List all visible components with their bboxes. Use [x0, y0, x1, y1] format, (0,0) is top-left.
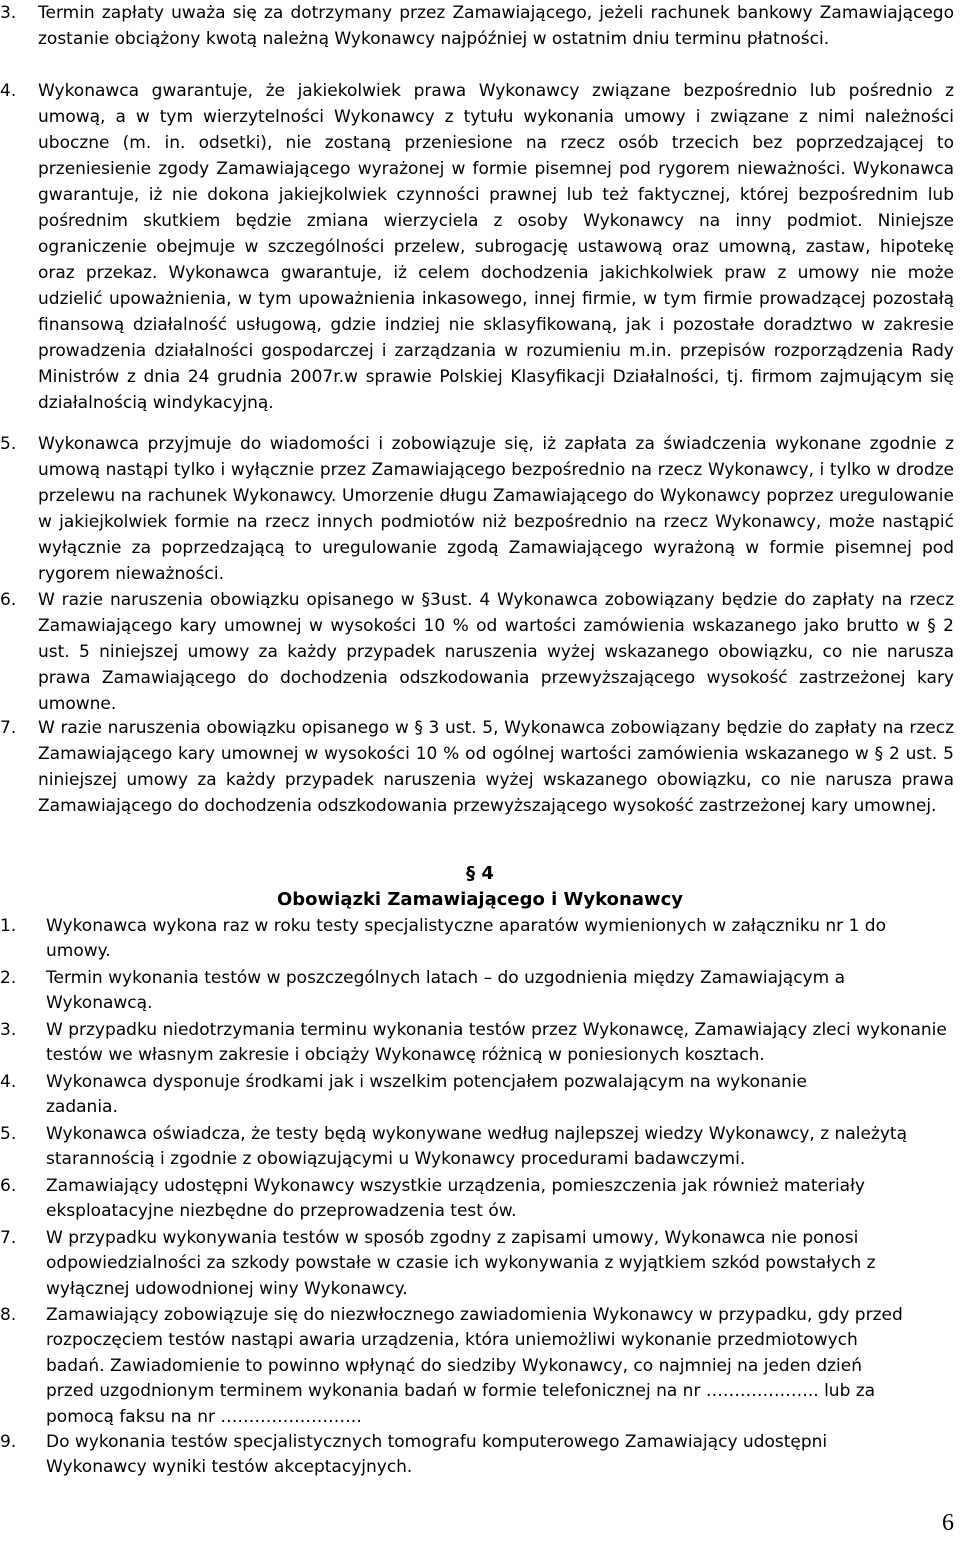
clause-item-5	[0, 431, 960, 587]
duty-text: W przypadku niedotrzymania terminu wykonania testów przez Wykonawcę, Zamawiający zleci wykonanie testów we własnym zakresie i obciąży Wykonawcę różnicą w poniesionych kosztach.	[46, 1020, 947, 1066]
clause-item-6	[0, 587, 960, 715]
duty-number: 2.	[0, 968, 17, 988]
duty-item-2	[0, 966, 960, 1018]
duty-number: 7.	[0, 1228, 17, 1248]
duty-number: 4.	[0, 1072, 17, 1092]
clause-text: W razie naruszenia obowiązku opisanego w §3ust. 4 Wykonawca zobowiązany będzie do zapłaty na rzecz Zamawiającego kary umownej w wysokości 10 % od wartości zamówienia wskazanego jako brutto w § 2 ust. 5 niniejszej umowy za każdy przypadek naruszenia wyżej wskazanego obowiązku, co nie narusza prawa Zamawiającego do dochodzenia odszkodowania przewyższającego wysokość zastrzeżonej kary umowne.	[38, 590, 954, 714]
duty-item-9	[0, 1430, 960, 1482]
clause-item-4	[0, 78, 960, 431]
clause-number: 7.	[0, 718, 17, 738]
duty-item-4	[0, 1070, 960, 1122]
clause-number: 3.	[0, 3, 17, 23]
duty-item-7	[0, 1226, 960, 1303]
clause-number: 4.	[0, 81, 17, 101]
clause-number: 6.	[0, 590, 17, 610]
duty-number: 5.	[0, 1124, 17, 1144]
clause-text: Wykonawca gwarantuje, że jakiekolwiek prawa Wykonawcy związane bezpośrednio lub pośrednio z umową, a w tym wierzytelności Wykonawcy z tytułu wykonania umowy i związane z nimi należności uboczne (m. in. odsetki), nie zostaną przeniesione na rzecz osób trzecich bez poprzedzającej to przeniesienie zgody Zamawiającego wyrażonej w formie pisemnej pod rygorem nieważności. Wykonawca gwarantuje, iż nie dokona jakiejkolwiek czynności prawnej lub też faktycznej, której bezpośrednim lub pośrednim skutkiem będzie zmiana wierzyciela z osoby Wykonawcy na inny podmiot. Niniejsze ograniczenie obejmuje w szczególności przelew, subrogację ustawową oraz umowną, zastaw, hipotekę oraz przekaz. Wykonawca gwarantuje, iż celem dochodzenia jakichkolwiek praw z umowy nie może udzielić upoważnienia, w tym upoważnienia inkasowego, innej firmie, w tym firmie prowadzącej pozostałą finansową działalność usługową, gdzie indziej nie sklasyfikowaną, jak i pozostałe doradztwo w zakresie prowadzenia działalności gospodarczej i zarządzania w rozumieniu m.in. przepisów rozporządzenia Rady Ministrów z dnia 24 grudnia 2007r.w sprawie Polskiej Klasyfikacji Działalności, tj. firmom zajmującym się działalnością windykacyjną.	[38, 81, 954, 413]
clause-text: Wykonawca przyjmuje do wiadomości i zobowiązuje się, iż zapłata za świadczenia wykonane zgodnie z umową nastąpi tylko i wyłącznie przez Zamawiającego bezpośrednio na rzecz Wykonawcy, i tylko w drodze przelewu na rachunek Wykonawcy. Umorzenie długu Zamawiającego do Wykonawcy poprzez uregulowanie w jakiejkolwiek formie na rzecz innych podmiotów niż bezpośrednio na rzecz Wykonawcy, może nastąpić wyłącznie za poprzedzającą to uregulowanie zgodą Zamawiającego wyrażoną w formie pisemnej pod rygorem nieważności.	[38, 434, 954, 584]
duty-text: Zamawiający udostępni Wykonawcy wszystkie urządzenia, pomieszczenia jak również materiały eksploatacyjne niezbędne do przeprowadzenia test ów.	[46, 1176, 865, 1222]
section-number: § 4	[466, 863, 494, 884]
duty-item-1	[0, 914, 960, 966]
duty-item-8	[0, 1303, 960, 1430]
duty-number: 6.	[0, 1176, 17, 1196]
duty-item-3	[0, 1018, 960, 1070]
duty-item-5	[0, 1122, 960, 1174]
duty-text: Wykonawca dysponuje środkami jak i wszelkim potencjałem pozwalającym na wykonanie zadania.	[46, 1072, 808, 1118]
duty-text: Termin wykonania testów w poszczególnych latach – do uzgodnienia między Zamawiającym a Wykonawcą.	[46, 968, 845, 1014]
clause-number: 5.	[0, 434, 17, 454]
duty-text: Wykonawca wykona raz w roku testy specjalistyczne aparatów wymienionych w załączniku nr 1 do umowy.	[46, 916, 886, 962]
duty-number: 8.	[0, 1305, 17, 1325]
clause-item-7	[0, 715, 960, 845]
duty-number: 1.	[0, 916, 17, 936]
page-number: 6	[942, 1510, 954, 1536]
clause-text: Termin zapłaty uważa się za dotrzymany przez Zamawiającego, jeżeli rachunek bankowy Zamawiającego zostanie obciążony kwotą należną Wykonawcy najpóźniej w ostatnim dniu terminu płatności.	[38, 3, 954, 49]
duty-text: W przypadku wykonywania testów w sposób zgodny z zapisami umowy, Wykonawca nie ponosi odpowiedzialności za szkody powstałe w czasie ich wykonywania z wyjątkiem szkód powstałych z wyłącznej udowodnionej winy Wykonawcy.	[46, 1228, 876, 1299]
duty-text: Zamawiający zobowiązuje się do niezwłocznego zawiadomienia Wykonawcy w przypadku, gdy przed rozpoczęciem testów nastąpi awaria urządzenia, która uniemożliwi wykonanie przedmiotowych badań. Zawiadomienie to powinno wpłynąć do siedziby Wykonawcy, co najmniej na jeden dzień przed uzgodnionym terminem wykonania badań w formie telefonicznej na nr ……………….. lub za pomocą faksu na nr …………………….	[46, 1305, 903, 1427]
duty-item-6	[0, 1174, 960, 1226]
clause-text: W razie naruszenia obowiązku opisanego w § 3 ust. 5, Wykonawca zobowiązany będzie do zapłaty na rzecz Zamawiającego kary umownej w wysokości 10 % od ogólnej wartości zamówienia wskazanego w § 2 ust. 5 niniejszej umowy za każdy przypadek naruszenia wyżej wskazanego obowiązku, co nie narusza prawa Zamawiającego do dochodzenia odszkodowania przewyższającego wysokość zastrzeżonej kary umownej.	[38, 718, 954, 816]
duty-text: Wykonawca oświadcza, że testy będą wykonywane według najlepszej wiedzy Wykonawcy, z należytą starannością i zgodnie z obowiązującymi u Wykonawcy procedurami badawczymi.	[46, 1124, 907, 1170]
section-title: Obowiązki Zamawiającego i Wykonawcy	[276, 889, 683, 910]
clause-item-3	[0, 0, 960, 78]
clause-list-section	[0, 914, 960, 1482]
duty-text: Do wykonania testów specjalistycznych tomografu komputerowego Zamawiający udostępni Wykonawcy wyniki testów akceptacyjnych.	[46, 1432, 828, 1478]
duty-number: 3.	[0, 1020, 17, 1040]
duty-number: 9.	[0, 1432, 17, 1452]
